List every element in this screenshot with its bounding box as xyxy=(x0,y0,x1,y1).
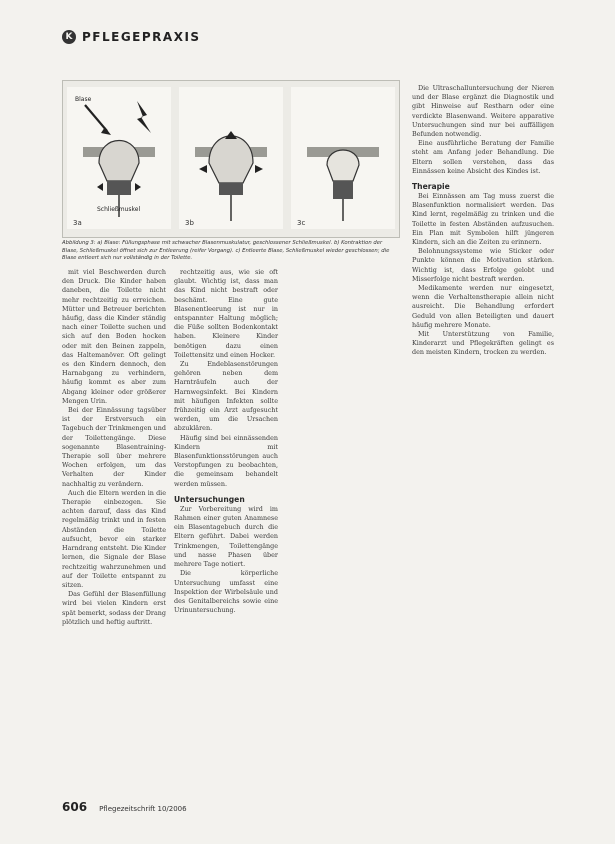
bladder-diagram-b xyxy=(179,87,283,229)
paragraph: Medikamente werden nur eingesetzt, wenn die Verhaltenstherapie allein nicht ausreicht. Die Behandlung erfordert Geduld von allen Beteiligten und dauert häufig mehrere Monate. xyxy=(412,284,554,329)
page-number: 606 xyxy=(62,800,88,814)
section-heading: Untersuchungen xyxy=(174,494,245,504)
figure-panel-a xyxy=(67,87,171,229)
text-column-3 xyxy=(412,84,554,358)
paragraph: mit viel Beschwerden durch den Druck. Die Kinder haben daneben, die Toilette nicht mehr rechtzeitig zu erreichen. Mütter und Betreuer berichten häufig, dass die Kinder ständig nach einer Toilette suchen und sich auf den Boden hocken oder mit den Beinen zappeln, das Haltemanöver. Oft gelingt es den Kindern dennoch, den Harnabgang zu verhindern, häufig kommt es aber zum Abgang kleiner oder größerer Mengen Urin. xyxy=(62,268,166,405)
paragraph: Belohnungssysteme wie Sticker oder Punkte können die Motivation stärken. Wichtig ist, dass Erfolge gelobt und Misserfolge nicht bestraft werden. xyxy=(412,247,554,283)
paragraph: Bei der Einnässung tagsüber ist der Erstversuch ein Tagebuch der Trinkmengen und der Toilettengänge. Diese sogenannte Blasentraining-Therapie soll über mehrere Wochen erfolgen, um das Verhalten der Kinder nachhaltig zu verändern. xyxy=(62,406,166,488)
paragraph: Die körperliche Untersuchung umfasst eine Inspektion der Wirbelsäule und des Genitalbereichs sowie eine Urinuntersuchung. xyxy=(174,569,278,615)
page-footer xyxy=(62,800,187,814)
paragraph: Häufig sind bei einnässenden Kindern mit Blasenfunktionsstörungen auch Verstopfungen zu beobachten, die gemeinsam behandelt werden müssen. xyxy=(174,433,278,488)
sphincter-label: Schließmuskel xyxy=(97,206,141,213)
bladder-diagram-c xyxy=(291,87,395,229)
text-column-2 xyxy=(174,268,278,615)
paragraph: Zu Endeblasenstörungen gehören neben dem Harnträufeln auch der Harnwegsinfekt. Bei Kindern mit häufigen Infekten sollte frühzeitig ein Arzt aufgesucht werden, um die Ursachen abzuklären. xyxy=(174,360,278,433)
paragraph: Mit Unterstützung von Familie, Kinderarzt und Pflegekräften gelingt es den meisten Kindern, trocken zu werden. xyxy=(412,330,554,357)
figure-panel-c xyxy=(291,87,395,229)
panel-label: 3a xyxy=(73,219,82,227)
figure-panel-b xyxy=(179,87,283,229)
paragraph: Eine ausführliche Beratung der Familie steht am Anfang jeder Behandlung. Die Eltern sollen verstehen, dass das Einnässen keine Absicht des Kindes ist. xyxy=(412,139,554,175)
paragraph: Die Ultraschalluntersuchung der Nieren und der Blase ergänzt die Diagnostik und gibt Hinweise auf Restharn oder eine verdickte Blasenwand. Weitere apparative Untersuchungen sind nur bei auffälligen Befunden notwendig. xyxy=(412,84,554,139)
bladder-label: Blase xyxy=(75,96,92,103)
panel-label: 3b xyxy=(185,219,194,227)
section-heading: Therapie xyxy=(412,182,450,192)
paragraph: Zur Vorbereitung wird im Rahmen einer guten Anamnese ein Blasentagebuch durch die Eltern geführt. Dabei werden Trinkmengen, Toilettengänge und nasse Phasen über mehrere Tage notiert. xyxy=(174,504,278,569)
page-header xyxy=(62,30,201,44)
section-title: PFLEGEPRAXIS xyxy=(82,30,201,44)
paragraph: Auch die Eltern werden in die Therapie einbezogen. Sie achten darauf, dass das Kind regelmäßig trinkt und in festen Abständen die Toilette aufsucht, bevor ein starker Harndrang entsteht. Die Kinder lernen, die Signale der Blase rechtzeitig wahrzunehmen und auf der Toilette entspannt zu sitzen. xyxy=(62,488,166,589)
bladder-diagram-a xyxy=(67,87,171,229)
panel-label: 3c xyxy=(297,219,306,227)
paragraph: Bei Einnässen am Tag muss zuerst die Blasenfunktion normalisiert werden. Das Kind lernt, regelmäßig zu trinken und die Toilette in festen Abständen aufzusuchen. Ein Plan mit Symbolen hilft jüngeren Kindern, sich an die Zeiten zu erinnern. xyxy=(412,192,554,247)
figure-caption: Abbildung 3: a) Blase: Füllungsphase mit schwacher Blasenmuskulatur, geschlossener Schließmuskel. b) Kontraktion der Blase, Schließmuskel öffnet sich zur Entleerung (reifer Vorgang). c) Entleerte Blase, Schließmuskel wieder geschlossen; die Blase entleert sich nur vollständig in der Toilette. xyxy=(62,240,390,261)
journal-name: Pflegezeitschrift 10/2006 xyxy=(99,805,187,813)
paragraph: rechtzeitig aus, wie sie oft glaubt. Wichtig ist, dass man das Kind nicht bestraft oder beschämt. Eine gute Blasenentleerung ist nur in entspannter Haltung möglich; die Füße sollten Bodenkontakt haben. Kleinere Kinder benötigen dazu einen Toilettensitz und einen Hocker. xyxy=(174,268,278,359)
section-logo-icon: K xyxy=(62,30,76,44)
text-column-1 xyxy=(62,268,166,627)
figure-bladder xyxy=(62,80,400,238)
paragraph: Das Gefühl der Blasenfüllung wird bei vielen Kindern erst spät bemerkt, sodass der Drang plötzlich und heftig auftritt. xyxy=(62,590,166,626)
